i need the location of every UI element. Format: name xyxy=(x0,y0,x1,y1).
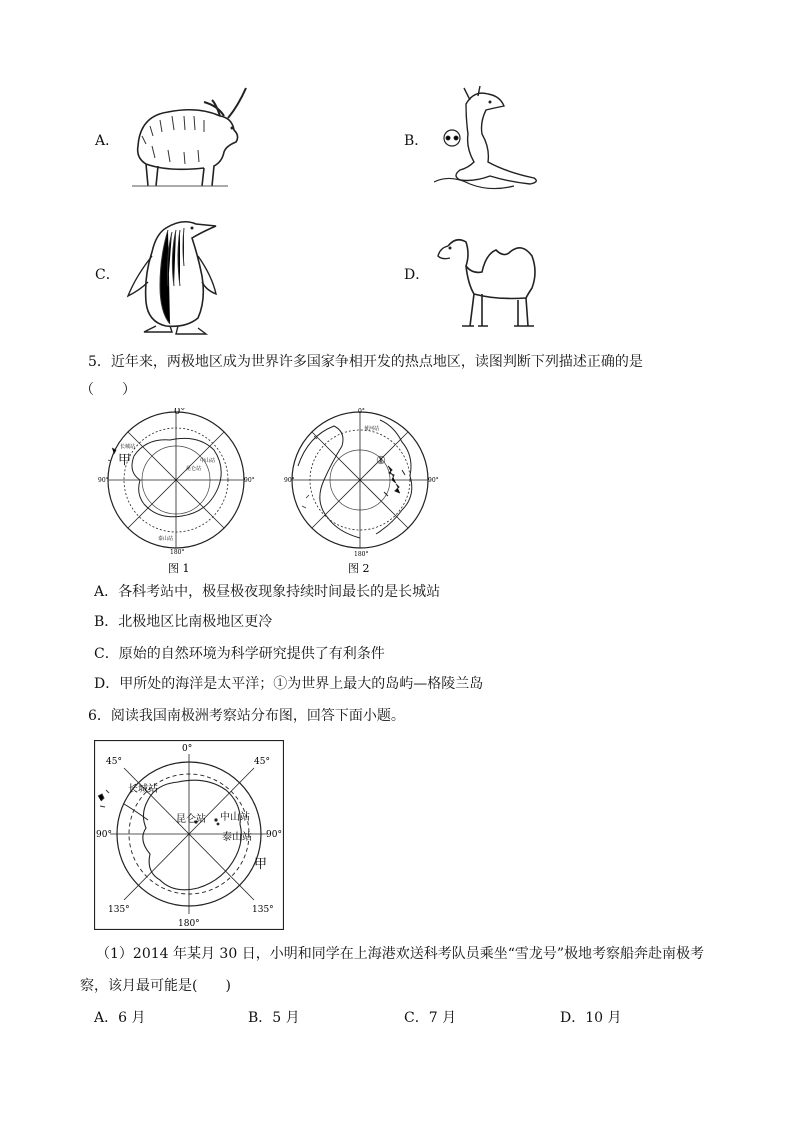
fig1-station-changcheng: 长城站 xyxy=(120,444,136,450)
q5-stem-line1: 5．近年来，两极地区成为世界许多国家争相开发的热点地区，读图判断下列描述正确的是 xyxy=(88,354,643,370)
q6-map-changcheng: 长城站 xyxy=(128,784,158,795)
q6-map-bottom: 180° xyxy=(178,919,200,929)
q5-option-a: A．各科考站中，极昼极夜现象持续时间最长的是长城站 xyxy=(94,584,441,600)
q5-stem-line2: （ ） xyxy=(80,382,136,398)
fig2-station: 黄河站 xyxy=(364,426,380,432)
fig2-marker: ① xyxy=(376,454,386,467)
option-b-label: B． xyxy=(404,133,429,149)
fig1-left-label: 90° xyxy=(98,477,109,484)
kangaroo-image xyxy=(430,86,544,194)
q6-map-top: 0° xyxy=(182,744,193,754)
q5-option-b: B．北极地区比南极地区更冷 xyxy=(94,614,273,630)
option-a-label: A． xyxy=(95,133,120,149)
fig1-station-taishan: 泰山站 xyxy=(158,536,174,542)
q6-map-zhongshan: 中山站 xyxy=(220,812,250,823)
fig2-top-label: 0° xyxy=(358,408,365,415)
fig1-antarctic-map xyxy=(98,408,258,578)
q6-stem: 6．阅读我国南极洲考察站分布图，回答下面小题。 xyxy=(88,708,405,724)
q6-map-jia: 甲 xyxy=(254,857,268,872)
q6-sub1-option-b: B．5 月 xyxy=(248,1010,300,1026)
q6-antarctic-station-map xyxy=(94,740,284,930)
camel-image xyxy=(432,232,540,332)
q5-option-c: C．原始的自然环境为科学研究提供了有利条件 xyxy=(94,646,385,662)
fig2-right-label: 90° xyxy=(428,477,439,484)
q6-map-right: 90° xyxy=(266,830,282,840)
fig2-caption: 图 2 xyxy=(348,562,370,575)
fig1-top-label: 0° xyxy=(174,408,186,417)
fig1-station-zhongshan: 中山站 xyxy=(200,458,216,464)
q6-sub1-option-c: C．7 月 xyxy=(404,1010,457,1026)
fig2-bottom-label: 180° xyxy=(354,551,369,558)
q5-option-d: D．甲所处的海洋是太平洋；①为世界上最大的岛屿—格陵兰岛 xyxy=(94,676,484,692)
q6-map-kunlun: 昆仑站 xyxy=(176,814,206,825)
q6-map-tr: 45° xyxy=(254,757,270,767)
q6-map-bl: 135° xyxy=(108,905,130,915)
fig1-bottom-label: 180° xyxy=(170,549,185,556)
fig2-left-label: 90° xyxy=(284,477,295,484)
q6-map-tl: 45° xyxy=(106,757,122,767)
yak-image xyxy=(128,86,250,192)
option-d-label: D． xyxy=(404,267,430,283)
fig1-caption: 图 1 xyxy=(168,562,190,575)
fig1-jia-label: 甲 xyxy=(118,453,132,468)
option-c-label: C． xyxy=(95,267,120,283)
q6-sub1-option-a: A．6 月 xyxy=(94,1010,146,1026)
q6-map-left: 90° xyxy=(96,830,112,840)
q6-map-taishan: 泰山站 xyxy=(222,832,252,843)
q6-sub1-line1: （1）2014 年某月 30 日，小明和同学在上海港欢送科考队员乘坐“雪龙号”极地考察船奔赴南极考 xyxy=(96,946,705,962)
fig1-right-label: 90° xyxy=(244,477,255,484)
q6-sub1-option-d: D．10 月 xyxy=(560,1010,622,1026)
fig2-arctic-map xyxy=(284,406,440,578)
penguin-image xyxy=(126,216,220,338)
fig1-station-kunlun: 昆仑站 xyxy=(186,466,202,472)
q6-sub1-line2: 察，该月最可能是( ) xyxy=(80,978,231,994)
q6-map-br: 135° xyxy=(252,905,274,915)
